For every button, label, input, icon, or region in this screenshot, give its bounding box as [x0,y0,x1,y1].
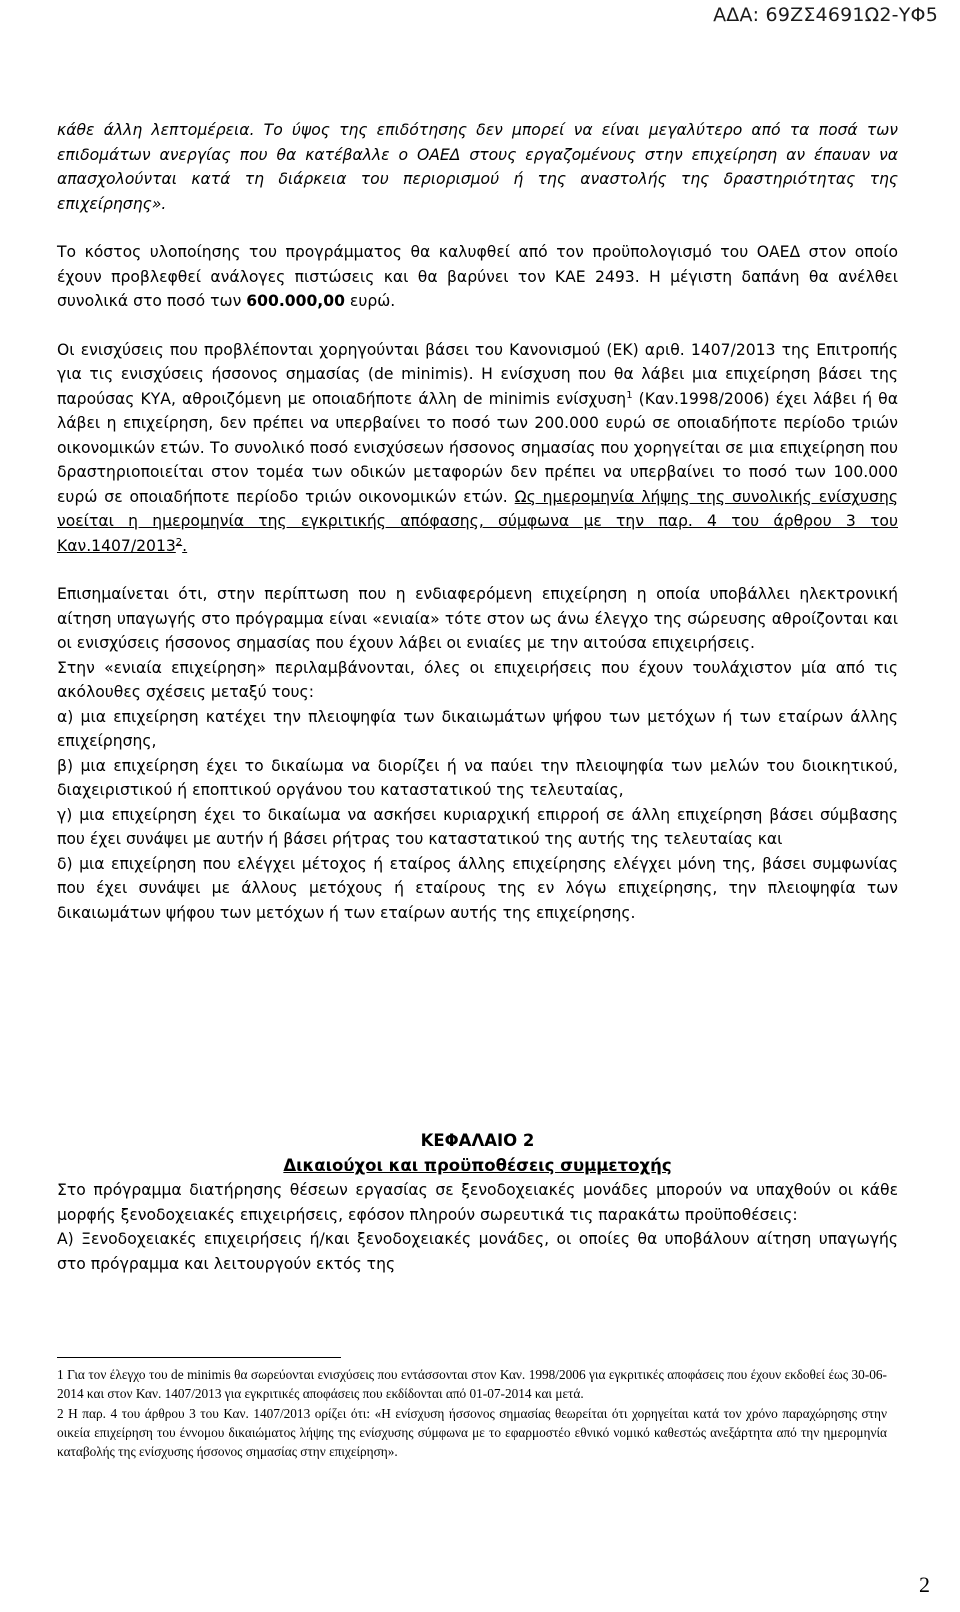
paragraph-subsidy [57,118,898,216]
list-item-d: δ) μια επιχείρηση που ελέγχει μέτοχος ή εταίρος άλλης επιχείρησης ελέγχει μόνη της, βάσει συμφωνίας που έχει συνάψει με άλλους μετόχους ή εταίρους της εν λόγω επιχείρησης, την πλειοψηφία των δικαιωμάτων ψήφου των μετόχων ή των εταίρων αυτής της επιχείρησης. [57,854,898,922]
footnote-2: 2 Η παρ. 4 του άρθρου 3 του Καν. 1407/2013 ορίζει ότι: «Η ενίσχυση ήσσονος σημασίας θεωρείται ότι χορηγείται κατά τον χρόνο παραχώρησης στην οικεία επιχείρηση του έννομου δικαιώματος λήψης της ενίσχυσης σύμφωνα με το εφαρμοστέο εθνικό νομικό καθεστώς ανεξάρτητα από την ημερομηνία καταβολής της ενίσχυσης ήσσονος σημασίας στην επιχείρηση». [57,1405,887,1460]
subsidy-text: Το ύψος της επιδότησης δεν μπορεί να είναι μεγαλύτερο από τα ποσά των επιδομάτων ανεργίας που θα κατέβαλλε ο ΟΑΕΔ στους εργαζομένους στην επιχείρηση αν έπαυαν να απασχολούνται κατά τη διάρκεια του περιορισμού ή της αναστολής της δραστηριότητας της επιχείρησης». [57,121,898,213]
paragraph-cost [57,240,898,314]
single-undertaking-definition: Στην «ενιαία επιχείρηση» περιλαμβάνονται, όλες οι επιχειρήσεις που έχουν τουλάχιστον μία από τις ακόλουθες σχέσεις μεταξύ τους: [57,658,898,701]
chapter-title: ΚΕΦΑΛΑΙΟ 2 [420,1131,535,1150]
italic-start: κάθε άλλη λεπτομέρεια. [57,121,255,139]
ada-code: ΑΔΑ: 69ΖΣ4691Ω2-ΥΦ5 [713,4,938,26]
paragraph-single-undertaking: Επισημαίνεται ότι, στην περίπτωση που η ενδιαφερόμενη επιχείρηση η οποία υποβάλλει ηλεκτρονική αίτηση υπαγωγής στο πρόγραμμα είναι «ενιαία» τότε στον ως άνω έλεγχο της σώρευσης αθροίζονται και οι ενισχύσεις ήσσονος σημασίας που έχουν λάβει οι ενιαίες με την αιτούσα επιχειρήσεις. [57,585,898,652]
footnote-separator [57,1357,341,1358]
list-item-b: β) μια επιχείρηση έχει το δικαίωμα να διορίζει ή να παύει την πλειοψηφία των μελών του διοικητικού, διαχειριστικού ή εποπτικού οργάνου του καταστατικού της τελευταίας, [57,756,898,799]
deminimis-text-1: Οι ενισχύσεις που προβλέπονται χορηγούνται βάσει του Κανονισμού (ΕΚ) αριθ. 1407/2013 της Επιτροπής για τις ενισχύσεις ήσσονος σημασίας (de minimis). Η ενίσχυση που θα λάβει μια επιχείρηση βάσει της παρούσας ΚΥΑ, αθροιζόμενη με οποιαδήποτε άλλη de minimis ενίσχυση [57,340,898,408]
footnote-1: 1 Για τον έλεγχο του de minimis θα σωρεύονται ενισχύσεις που εντάσσονται στον Καν. 1998/2006 για εγκριτικές αποφάσεις που έχουν εκδοθεί έως 30-06-2014 και στον Καν. 1407/2013 για εγκριτικές αποφάσεις που εκδίδονται από 01-07-2014 και μετά. [57,1367,887,1402]
footnotes [57,1365,887,1461]
cost-text: Το κόστος υλοποίησης του προγράμματος θα καλυφθεί από τον προϋπολογισμό του ΟΑΕΔ στον οποίο έχουν προβλεφθεί ανάλογες πιστώσεις και θα βαρύνει τον ΚΑΕ 2493. Η μέγιστη δαπάνη θα ανέλθει συνολικά στο ποσό των [57,243,898,310]
footnote-ref-1[interactable]: 1 [626,389,633,401]
cost-end: ευρώ. [344,292,396,310]
cost-amount: 600.000,00 [246,292,345,310]
footnote-ref-2[interactable]: 2 [175,536,183,548]
deminimis-end: . [182,536,188,555]
deminimis-text-2: (Καν.1998/2006) έχει λάβει ή θα λάβει η επιχείρηση, δεν πρέπει να υπερβαίνει το ποσό των 200.000 ευρώ σε οποιαδήποτε περίοδο τριών οικονομικών ετών. Το συνολικό ποσό ενισχύσεων ήσσονος σημασίας που χορηγείται σε μια επιχείρηση που δραστηριοποιείται στον τομέα των οδικών μεταφορών δεν πρέπει να υπερβαίνει το ποσό των 100.000 ευρώ σε οποιαδήποτε περίοδο τριών οικονομικών ετών. [57,389,898,506]
list-item-c: γ) μια επιχείρηση έχει το δικαίωμα να ασκήσει κυριαρχική επιρροή σε άλλη επιχείρηση βάσει σύμβασης που έχει συνάψει με αυτήν ή βάσει ρήτρας του καταστατικού της αυτής της τελευταίας και [57,805,898,848]
main-text [57,118,898,925]
chapter-subtitle: Δικαιούχοι και προϋποθέσεις συμμετοχής [283,1155,672,1175]
chapter-section [57,1129,898,1276]
deminimis-date-text: Ως ημερομηνία λήψης της συνολικής ενίσχυσης νοείται η ημερομηνία της εγκριτικής απόφασης, σύμφωνα με την παρ. 4 του άρθρου 3 του Καν.1407/2013 [57,487,898,555]
eligibility-item-a: Α) Ξενοδοχειακές επιχειρήσεις ή/και ξενοδοχειακές μονάδες, οι οποίες θα υποβάλουν αίτηση υπαγωγής στο πρόγραμμα και λειτουργούν εκτός της [57,1230,898,1273]
list-item-a: α) μια επιχείρηση κατέχει την πλειοψηφία των δικαιωμάτων ψήφου των μετόχων ή των εταίρων άλλης επιχείρησης, [57,707,898,750]
paragraph-de-minimis [57,338,898,559]
paragraph-eligibility: Στο πρόγραμμα διατήρησης θέσεων εργασίας σε ξενοδοχειακές μονάδες μπορούν να υπαχθούν οι κάθε μορφής ξενοδοχειακές επιχειρήσεις, εφόσον πληρούν σωρευτικά τις παρακάτω προϋποθέσεις: [57,1181,898,1224]
page-number: 2 [919,1572,930,1597]
